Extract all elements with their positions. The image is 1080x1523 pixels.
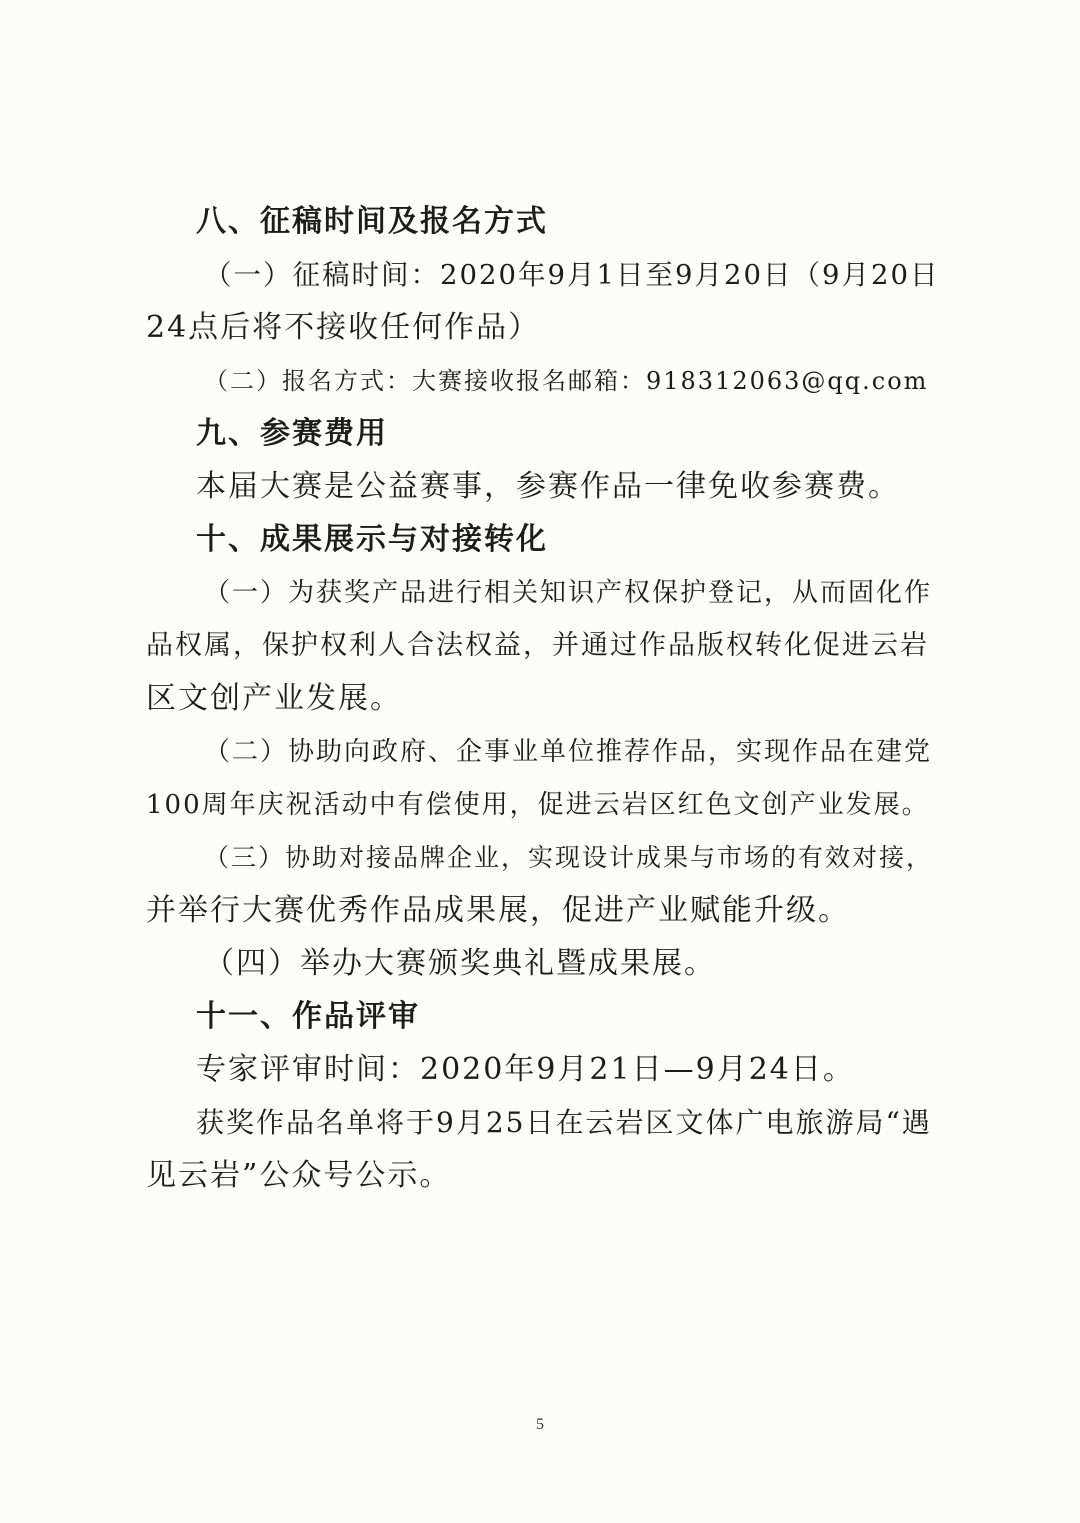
paragraph-line: （一）为获奖产品进行相关知识产权保护登记，从而固化作 <box>204 578 933 608</box>
section-heading-10: 十、成果展示与对接转化 <box>196 522 548 557</box>
paragraph-line: 100周年庆祝活动中有偿使用，促进云岩区红色文创产业发展。 <box>146 790 930 820</box>
paragraph-line: 获奖作品名单将于9月25日在云岩区文体广电旅游局“遇 <box>196 1106 932 1139</box>
paragraph-line: （二）协助向政府、企事业单位推荐作品，实现作品在建党 <box>204 737 933 767</box>
paragraph-line: 并举行大赛优秀作品成果展，促进产业赋能升级。 <box>146 893 850 928</box>
paragraph-line: （四）举办大赛颁奖典礼暨成果展。 <box>204 946 716 981</box>
paragraph-line: 专家评审时间：2020年9月21日—9月24日。 <box>196 1052 855 1087</box>
page-number: 5 <box>536 1416 544 1433</box>
section-heading-9: 九、参赛费用 <box>196 416 388 451</box>
paragraph-line: （三）协助对接品牌企业，实现设计成果与市场的有效对接， <box>204 843 934 872</box>
paragraph-line: （一）征稿时间：2020年9月1日至9月20日（9月20日 <box>204 259 940 291</box>
paragraph-line-email: （二）报名方式：大赛接收报名邮箱：918312063@qq.com <box>204 367 929 395</box>
paragraph-line: 本届大赛是公益赛事，参赛作品一律免收参赛费。 <box>196 469 900 504</box>
paragraph-line: 品权属，保护权利人合法权益，并通过作品版权转化促进云岩 <box>146 630 929 661</box>
paragraph-line: 24点后将不接收任何作品） <box>146 310 541 345</box>
section-heading-11: 十一、作品评审 <box>196 999 420 1034</box>
section-heading-8: 八、征稿时间及报名方式 <box>196 204 548 239</box>
paragraph-line: 见云岩”公众号公示。 <box>146 1158 452 1193</box>
paragraph-line: 区文创产业发展。 <box>146 681 402 716</box>
